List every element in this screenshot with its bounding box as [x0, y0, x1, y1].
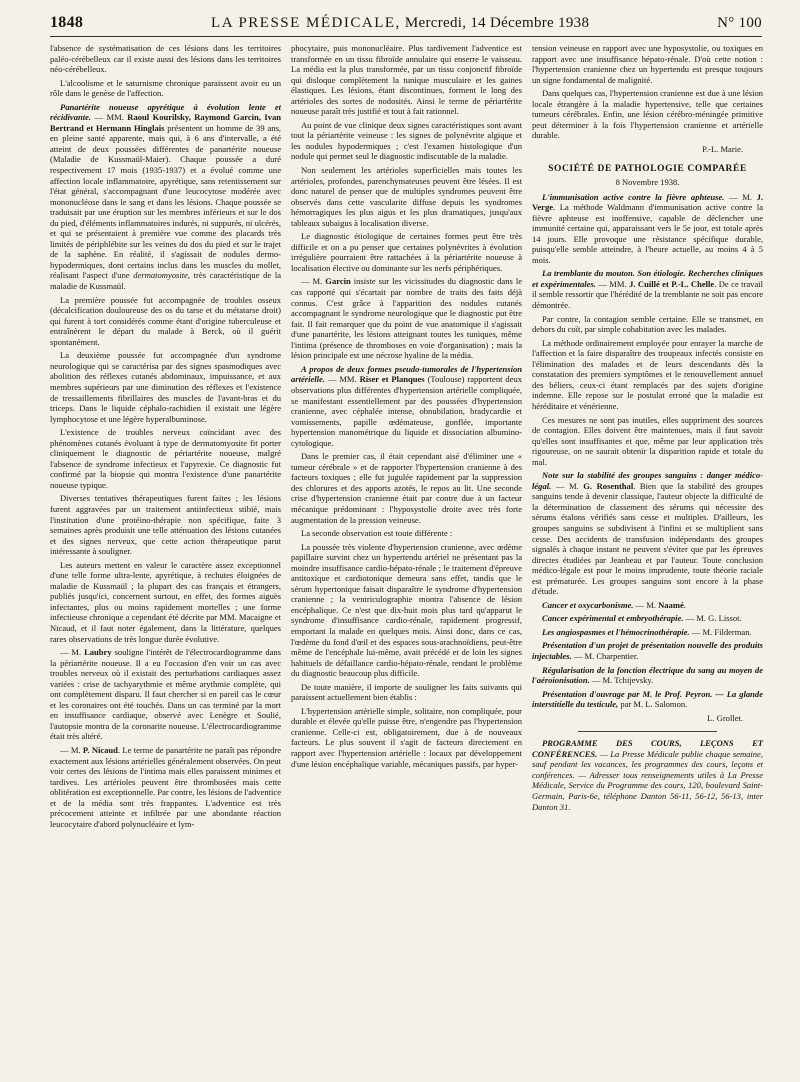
- signature: P.-L. Marie.: [702, 143, 743, 154]
- authors: J. Verge: [532, 191, 763, 213]
- authors: G. Rosenthal: [583, 480, 634, 491]
- communication: Présentation d'un projet de présentation nouvelle des produits injectables. — M. Charpentier.: [532, 640, 763, 661]
- paragraph: Au point de vue clinique deux signes caractéristiques sont avant tout la périartérite veineuse : les signes de polynévrite algique et les nodules hypodermiques ; c'est l'examen histologique d'un nodule qui permet seul le diagnostic indiscutable de la maladie.: [291, 119, 522, 162]
- communication: A propos de deux formes pseudo-tumorales de l'hypertension artérielle. — MM. Riser et Planques (Toulouse) rapportent deux observations plus différentes d'hypertension artérielle compliquée, se manifestant essentiellement par des poussées d'hypertension cranienne, avec céphalée intense, obnubilation, bradycardie et vomissements, papille œdémateuse, gonflée, importante hypertension manométrique du liquide et dissociation albumino-cytologique.: [291, 363, 522, 448]
- signature: L. Grollet.: [707, 712, 743, 723]
- section-date: 8 Novembre 1938.: [615, 177, 680, 188]
- communication-title: Note sur la stabilité des groupes sanguins : danger médico-légal.: [532, 470, 763, 491]
- communication-title: La tremblante du mouton. Son étiologie. Recherches cliniques et expérimentales.: [532, 268, 763, 289]
- discussion: — M. Laubry souligne l'intérêt de l'électrocardiogramme dans la périartérite noueuse. Il a eu l'occasion d'en voir un cas avec troubles nerveux où il existait des perturbations cardiaques assez variées : crise de tachyarythmie et même arythmie complète, qui ont complètement disparu. Il faut chercher si en pareil cas le cœur et les coronaires ont été touchés. Dans un cas terminé par la mort en insuffisance cardiaque, observé avec Lenègre et Soulié, l'autopsie montra de la coronarite noueuse. L'électrocardiogramme était très altéré.: [50, 647, 281, 742]
- paragraph: Dans le premier cas, il était cependant aisé d'éliminer une « tumeur cérébrale » et de rapporter l'hypertension cranienne à des facteurs toxiques ; elle fut jugulée rapidement par la suppression des chlorures et des apports azotés, le repos au lit. Une seconde crise d'hypertension cranienne était par contre due à un facteur mécanique prédominant : l'hyposystolie droite avec très forte augmentation de la pression veineuse.: [291, 451, 522, 525]
- column-1: [50, 43, 281, 1075]
- divider: [578, 731, 717, 732]
- communication-title: L'immunisation active contre la fièvre aphteuse.: [542, 191, 725, 202]
- communication-title: A propos de deux formes pseudo-tumorales de l'hypertension artérielle.: [291, 363, 522, 385]
- communication-title: Cancer et oxycarbonisme.: [542, 599, 634, 610]
- page-number: 1848: [50, 14, 84, 31]
- page-header: [50, 14, 762, 37]
- issue-number: N° 100: [717, 15, 762, 31]
- speaker: P. Nicaud: [82, 745, 118, 755]
- section-title: SOCIÉTÉ DE PATHOLOGIE COMPARÉE: [548, 164, 747, 175]
- discussion: — M. Garcin insiste sur les vicissitudes du diagnostic dans le cas rapporté qui s'écartait par nombre de traits des faits déjà connus. C'est grâce à l'apparition des nodules cutanés accompagnant le syndrome neurologique que le diagnostic put être fait. Il fait remarquer que du point de vue anatomique il s'agissait d'une panartérite, les lésions atteignant toutes les tuniques, même l'intima (présence de thromboses en voie d'organisation) ; mais la lésion principale est une nécrose hyaline de la média.: [291, 276, 522, 361]
- communication-title: Présentation d'ouvrage par M. le Prof. Peyron. — La glande interstitielle du testicule,: [532, 688, 763, 710]
- communication: La tremblante du mouton. Son étiologie. Recherches cliniques et expérimentales. — MM. J. Cuillé et P.-L. Chelle. De ce travail il semble ressortir que l'hérédité de la tremblante ne soit pas encore démontrée.: [532, 268, 763, 311]
- communication: L'immunisation active contre la fièvre aphteuse. — M. J. Verge. La méthode Waldmann d'immunisation active contre la fièvre aphteuse est inoffensive, capable de déclencher une immunité certaine qui, apparaissant vers le 5e jour, est totale après 14 jours. Elle provoque une résistance spécifique durable, puisqu'elle semble atteindre, à l'heure actuelle, au moins 4 à 5 mois.: [532, 191, 763, 265]
- speaker: Laubry: [84, 647, 112, 658]
- paragraph: De toute manière, il importe de souligner les faits suivants qui paraissent actuellement bien établis :: [291, 681, 522, 703]
- paragraph: La poussée très violente d'hypertension cranienne, avec œdème papillaire survint chez un hypertendu artériel ne présentant pas la moindre insuffisance cardio-hépato-rénale ; le traitement d'épreuve antitoxique et cardiotonique demeura sans effet, tandis que le sérum hypertonique faisait disparaître le syndrome d'hypertension cranienne ; la ventriculographie montra l'absence de lésion encéphalique. Ce n'est que dix-huit mois plus tard qu'apparut le syndrome d'insuffisance cardio-rénale, rapidement progressif, emportant la malade en quelques mois. Ainsi donc, dans ce cas, l'œdème du fond d'œil et des espaces sous-arachnoïdiens, peut-être même de l'encéphale lui-même, avait précédé et de loin les signes habituels de défaillance cardio-hépato-rénale, rendant le problème du diagnostic beaucoup plus difficile.: [291, 541, 522, 679]
- paragraph: l'absence de systématisation de ces lésions dans les territoires paléo-cérébelleux car il existe aussi des lésions dans les territoires néo-cérébelleux.: [50, 43, 281, 75]
- communication: Cancer et oxycarbonisme. — M. Naamé.: [542, 599, 686, 610]
- paragraph: L'existence de troubles nerveux coïncidant avec des phénomènes cutanés évoluant à type de dermatomyosite fit porter cliniquement le diagnostic de périartérite noueuse, malgré l'absence de syndrome infectieux et l'apyrexie. Ce diagnostic fut confirmé par la biopsie qui montra l'existence d'une panartérite noueuse typique.: [50, 427, 281, 490]
- paragraph: Ces mesures ne sont pas inutiles, elles suppriment des sources de contagion. Elles doivent être maintenues, mais il faut savoir qu'elles sont insuffisantes et que, même par leur application très rigoureuse, on ne saurait obtenir la disparition rapide et totale du mal.: [532, 414, 763, 467]
- communication-title: Panartérite noueuse apyrétique à évolution lente et récidivante.: [50, 101, 281, 123]
- journal-name: LA PRESSE MÉDICALE,: [211, 15, 401, 31]
- paragraph: Le diagnostic étiologique de certaines formes peut être très difficile et on a pu penser que certaines polynévrites à évolution irrégulière pourraient être rattachées à la périartérite noueuse à localisation élective ou dominante sur les nerfs périphériques.: [291, 231, 522, 273]
- paragraph: Diverses tentatives thérapeutiques furent faites ; les lésions furent aggravées par un traitement antiinfectieux stibié, mais l'institution d'une protéino-thérapie non spécifique, faite 3 semaines après produisit une telle atténuation des lésions cutanées et des signes nerveux, que cette action thérapeutique parut intéressante à souligner.: [50, 493, 281, 557]
- authors: Raoul Kourilsky, Raymond Garcin, Ivan Bertrand et Hermann Hinglais: [50, 112, 281, 133]
- paragraph: La méthode ordinairement employée pour enrayer la marche de l'affection et la faire disparaître des troupeaux infectés consiste en l'élimination des malades et de leurs descendants dès la constatation des premiers symptômes et le renouvellement annuel des béliers, ceux-ci étant remplacés par des sujets d'origine indemne. Elle repose sur le postulat erroné que la maladie est héréditaire et vénérienne.: [532, 337, 763, 411]
- discussion: — M. P. Nicaud. Le terme de panartérite ne paraît pas répondre exactement aux lésions artérielles généralement observées. On peut voir certes des lésions de l'intima mais elles paraissent minimes et tardives. Les artérioles peuvent être thrombosées mais cette oblitération est exceptionnelle. Par contre, les lésions de l'adventice et de la média sont très frappantes. L'adventice est très précocement atteinte et infiltrée par une abondante réaction leucocytaire d'abord polynucléaire et lym-: [50, 745, 281, 829]
- paragraph: Par contre, la contagion semble certaine. Elle se transmet, en dehors du coït, par simple cohabitation avec les malades.: [532, 313, 763, 335]
- authors: Naamé: [658, 599, 684, 610]
- column-2: [291, 43, 522, 1075]
- communication-title: Cancer expérimental et embryothérapie.: [542, 613, 684, 624]
- paragraph: L'alcoolisme et le saturnisme chronique paraissent avoir eu un rôle dans le genèse de l'affection.: [50, 77, 281, 99]
- paragraph: tension veineuse en rapport avec une hyposystolie, ou toxiques en rapport avec une insuffisance hépato-rénale. D'où cette notion : l'hypertension cranienne chez un hypertendu est presque toujours un signe fondamental de malignité.: [532, 43, 763, 85]
- communication: Cancer expérimental et embryothérapie. — M. G. Lissot.: [542, 613, 742, 624]
- speaker: Garcin: [325, 276, 351, 287]
- communication-title: Présentation d'un projet de présentation nouvelle des produits injectables.: [532, 640, 763, 661]
- paragraph: Les auteurs mettent en valeur le caractère assez exceptionnel d'une telle forme ultra-lente, apyrétique, à rechutes éloignées de maladie de Kussmaül ; la plupart des cas français et étrangers, publiés jusqu'ici, concernent surtout, en effet, des formes aiguës infectantes, plus ou moins rapidement mortelles ; une forme infectieuse chronique a cependant été décrite par MM. Macaigne et Nicaud, et il faut noter également, dans la littérature, quelques rares observations de très longue durée évolutive.: [50, 559, 281, 644]
- paragraph: Non seulement les artérioles superficielles mais toutes les artérioles, profondes, parenchymateuses peuvent être lésées. Il est donc naturel de penser que de multiples syndromes peuvent être observés dans cette vascularite diffuse depuis les syndromes hémorragiques les plus aigus et les plus dramatiques, jusqu'aux tableaux subaigus à localisation diverse.: [291, 165, 522, 228]
- communication: Présentation d'ouvrage par M. le Prof. Peyron. — La glande interstitielle du testicule, par M. L. Salomon.: [532, 688, 763, 710]
- communication: Les angiospasmes et l'hémocrinothérapie. — M. Filderman.: [542, 626, 752, 637]
- authors: Riser et Planques: [359, 374, 425, 385]
- communication: Panartérite noueuse apyrétique à évolution lente et récidivante. — MM. Raoul Kourilsky, Raymond Garcin, Ivan Bertrand et Hermann Hinglais présentent un homme de 39 ans, en pleine santé apparente, mais qui, à 6 ans d'intervalle, a été atteint de deux poussées différentes de panartérite noueuse (Maladie de Kussmaül-Maier). Chaque poussée a duré respectivement 17 mois (1935-1937) et a évolué comme une affection locale inflammatoire, apyrétique, sans retentissement sur l'état général, s'accompagnant d'une leucocytose modérée avec mononucléose dans le sang et dans les lésions. Chaque poussée se traduisait par une éruption sur les membres inférieurs et sur le dos du pied, d'éléments inflammatoires indurés, ni suppurés, ni ulcérés, et qui se présentaient à première vue comme des placards très limités de périphlébite sur les veines du dos du pied et sur le trajet de la saphène. En réalité, il s'agissait de nodules dermo-hypodermiques, dont certains inclus dans les muscles du mollet, réalisant l'aspect d'une dermatomyosite, très caractéristique de la maladie de Kussmaül.: [50, 101, 281, 292]
- communication: Régularisation de la fonction électrique du sang au moyen de l'aéroionisation. — M. Tchijevsky.: [532, 664, 763, 686]
- paragraph: La première poussée fut accompagnée de troubles osseux (décalcification douloureuse des os du tarse et du métatarse droit) qui furent à tort considérés comme étant d'origine tuberculeuse et entraînèrent le départ du malade à Berck, où il guérit spontanément.: [50, 294, 281, 347]
- running-title: [211, 15, 589, 32]
- paragraph: Dans quelques cas, l'hypertension cranienne est due à une lésion locale étrangère à la maladie hypertensive, telle que certaines tumeurs cérébrales. Enfin, une lésion cérébro-méningée primitive peut déterminer à la fois l'hypertension cranienne et artérielle durable.: [532, 88, 763, 141]
- paragraph: phocytaire, puis mononucléaire. Plus tardivement l'adventice est transformée en un tissu fibroïde annulaire qui enserre le vaisseau. La média est la plus transformée, par un tissu conjonctif fibroïde qui disloque complètement la tunique musculaire et les gaines élastiques. Les lésions, étant discontinues, forment le long des artérioles des sortes de nodosités. Ainsi le terme de périartérite noueuse paraît très justifié et tout à fait rationnel.: [291, 43, 522, 117]
- article-columns: [50, 43, 762, 1075]
- communication: Note sur la stabilité des groupes sanguins : danger médico-légal. — M. G. Rosenthal. Bien que la stabilité des groupes sanguins tende à devenir classique, l'auteur objecte la difficulté de la détermination de classement des sérums qui nécessite des sérums étalons vérifiés sans cesse et multiples. D'ailleurs, les groupes sanguins se subdivisent à l'infini et se multiplient sans cesse. Des accidents de transfusion indépendants des groupes signalés à chaque instant ne peuvent s'éviter que par les épreuves directes étudiées par Jeanbeau et par l'auteur. Toute conclusion médico-légale est pour le moins imprudente, toute théorie raciale est prématurée. Les groupes sanguins sont encore à la phase d'étude.: [532, 470, 763, 597]
- communication-title: Les angiospasmes et l'hémocrinothérapie.: [542, 626, 690, 637]
- paragraph: La seconde observation est toute différente :: [301, 528, 453, 539]
- paragraph: L'hypertension artérielle simple, solitaire, non compliquée, pour durable et élevée qu'elle puisse être, n'engendre pas l'hypertension cranienne. Celle-ci est, obligatoirement, due à de nouveaux facteurs. Le plus souvent il s'agit de facteurs directement en rapport avec l'hypertension artérielle : locaux par développement d'une lésion encéphalique variable, mécaniques passifs, par hyper-: [291, 705, 522, 769]
- column-3: [532, 43, 763, 1075]
- programme-notice: PROGRAMME DES COURS, LEÇONS ET CONFÉRENCES. — La Presse Médicale publie chaque semaine, sauf pendant les vacances, les programmes des cours, leçons et conférences. — Adresser tous renseignements utiles à La Presse Médicale, Service du Programme des cours, 120, boulevard Saint-Germain, Paris-6e, téléphone Danton 56-11, 56-12, 56-13, inter Danton 31.: [532, 738, 763, 812]
- authors: J. Cuillé et P.-L. Chelle: [629, 278, 715, 289]
- issue-date: Mercredi, 14 Décembre 1938: [404, 15, 590, 31]
- programme-title: PROGRAMME DES COURS, LEÇONS ET CONFÉRENCES.: [532, 738, 763, 759]
- communication-title: Régularisation de la fonction électrique du sang au moyen de l'aéroionisation.: [532, 664, 763, 686]
- paragraph: La deuxième poussée fut accompagnée d'un syndrome neurologique qui se caractérisa par des signes spasmodiques avec abolition des réflexes cutanés abdominaux, impuissance, et aux membres supérieurs par une diminution des réflexes et l'existence de tressaillements fibrillaires des muscles de l'avant-bras et du triceps. Dans le liquide céphalo-rachidien il existait une légère lymphocytose et une légère hyperalbuminose.: [50, 350, 281, 424]
